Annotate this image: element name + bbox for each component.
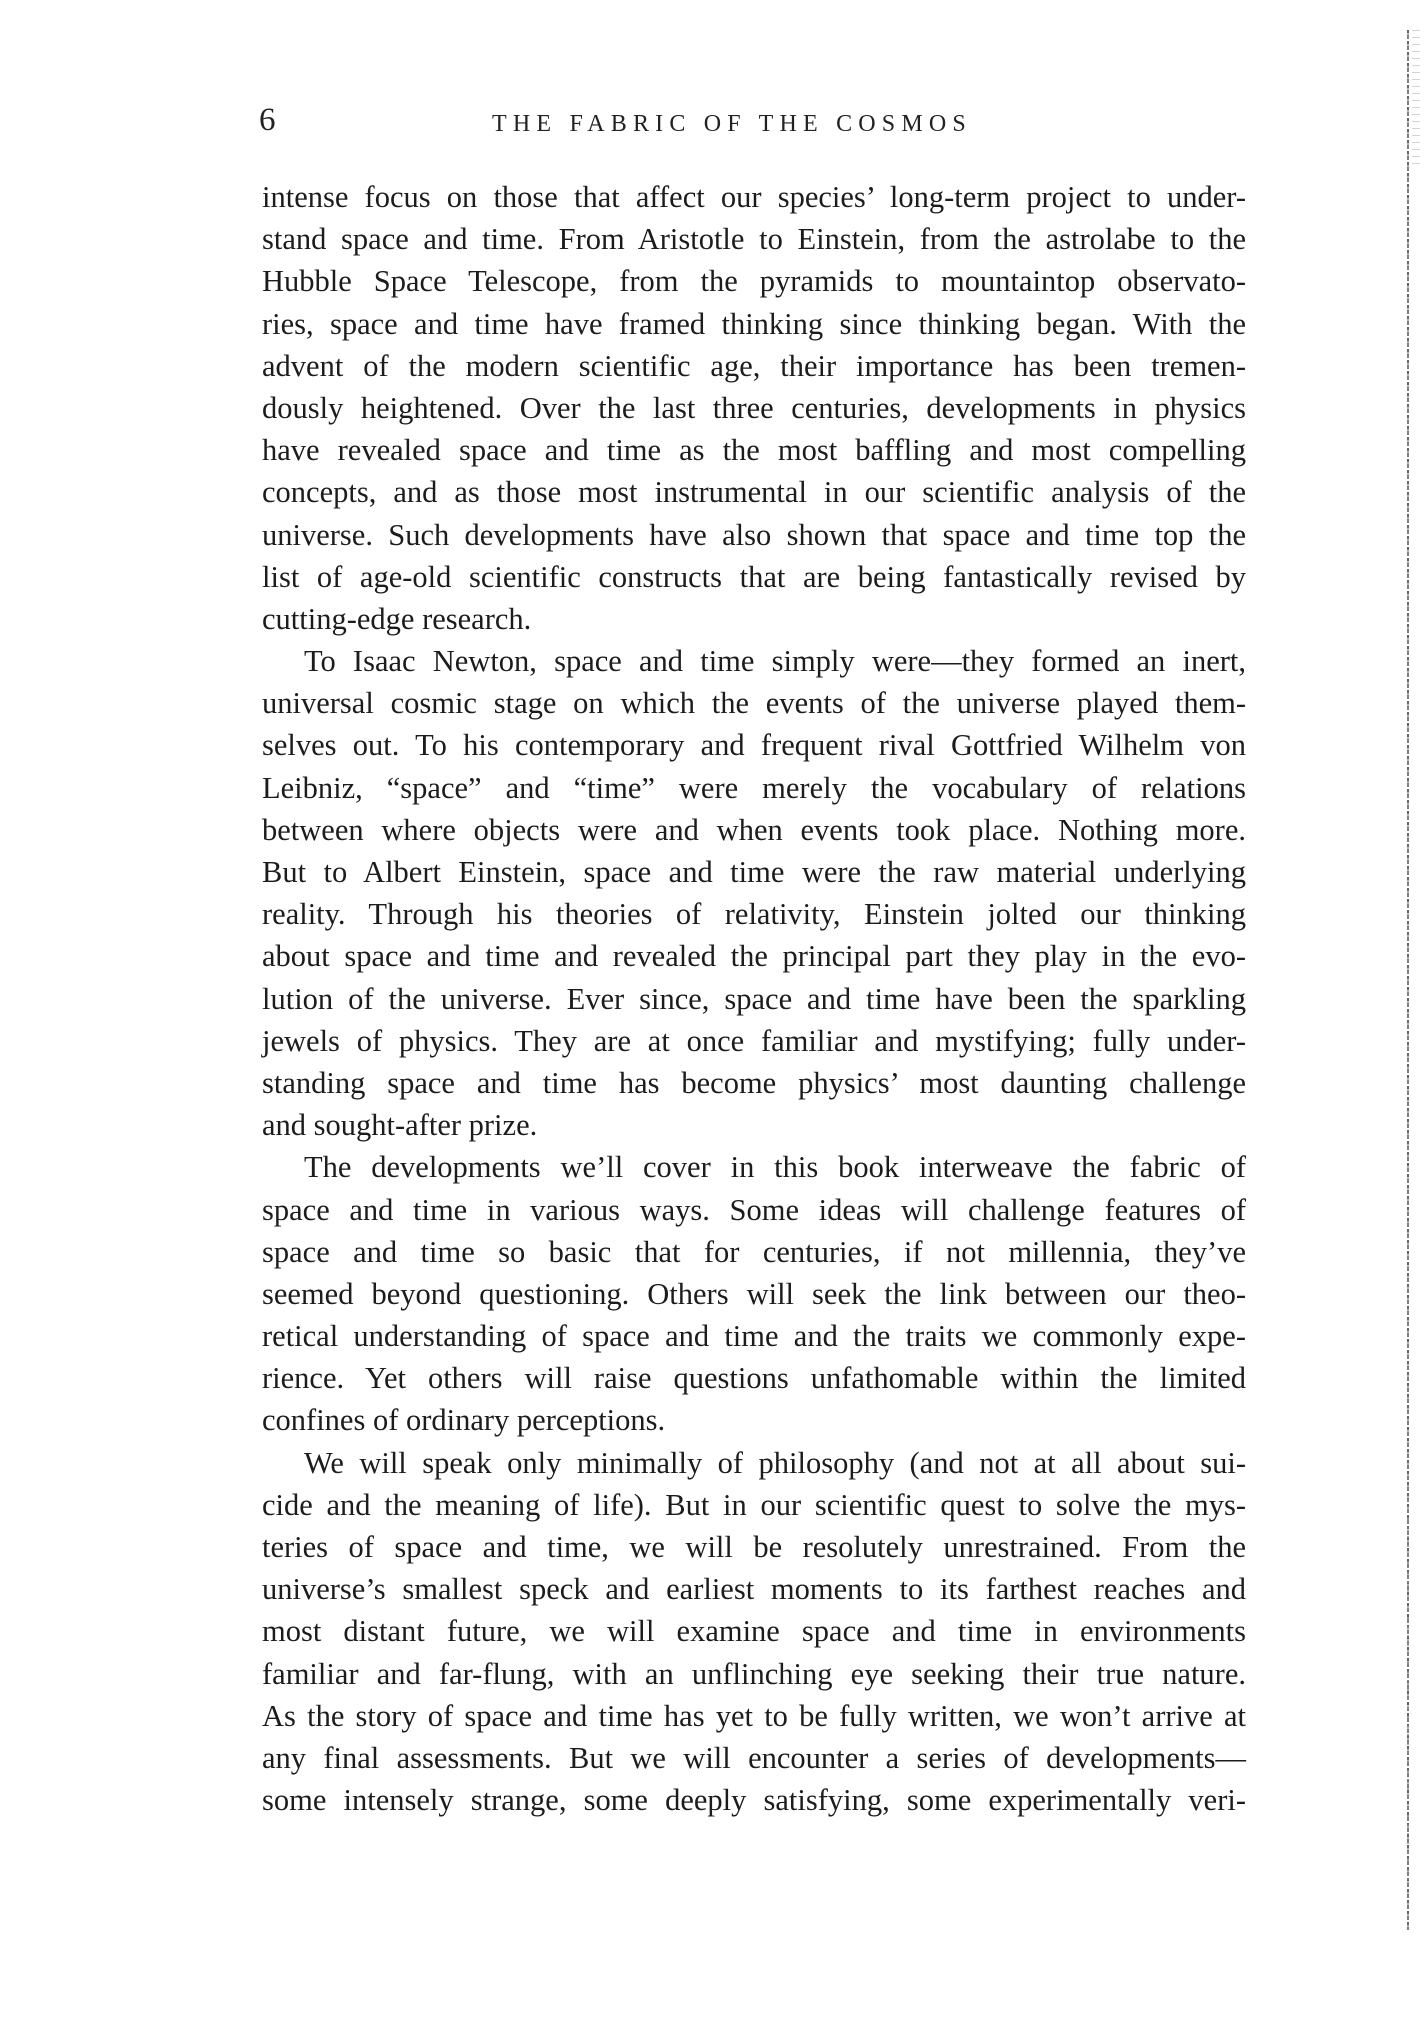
text-line: universal cosmic stage on which the events of the universe played them- [262, 686, 1246, 721]
text-line: To Isaac Newton, space and time simply were—they formed an inert, [304, 644, 1246, 679]
text-line: confines of ordinary perceptions. [262, 1403, 666, 1438]
text-line: advent of the modern scientific age, their importance has been tremen- [262, 348, 1246, 383]
text-line: about space and time and revealed the principal part they play in the evo- [262, 939, 1246, 974]
paragraph [262, 1442, 1246, 1822]
text-line: reality. Through his theories of relativity, Einstein jolted our thinking [262, 897, 1246, 932]
page-number: 6 [259, 102, 276, 138]
text-line: We will speak only minimally of philosophy (and not at all about sui- [304, 1445, 1246, 1480]
text-line: and sought-after prize. [262, 1108, 538, 1143]
paragraph [262, 1146, 1246, 1441]
running-head: THE FABRIC OF THE COSMOS [492, 111, 972, 137]
text-line: familiar and far-flung, with an unflinching eye seeking their true nature. [262, 1656, 1246, 1691]
scan-speckle [1412, 30, 1420, 170]
text-line: cutting-edge research. [262, 601, 532, 636]
text-line: jewels of physics. They are at once familiar and mystifying; fully under- [262, 1023, 1246, 1058]
text-line: rience. Yet others will raise questions unfathomable within the limited [262, 1361, 1246, 1396]
text-line: teries of space and time, we will be resolutely unrestrained. From the [262, 1530, 1246, 1564]
scan-edge-line-lower [1407, 1500, 1409, 1880]
text-line: space and time so basic that for centuries, if not millennia, they’ve [262, 1234, 1246, 1269]
text-line: most distant future, we will examine space and time in environments [262, 1614, 1246, 1649]
text-line: But to Albert Einstein, space and time were the raw material underlying [262, 855, 1246, 889]
text-line: Hubble Space Telescope, from the pyramids to mountaintop observato- [262, 264, 1246, 299]
text-line: Leibniz, “space” and “time” were merely the vocabulary of relations [262, 770, 1246, 805]
paragraph [262, 176, 1246, 640]
text-line: list of age-old scientific constructs that are being fantastically revised by [262, 559, 1246, 594]
body-text [262, 176, 1246, 1821]
text-line: space and time in various ways. Some ideas will challenge features of [262, 1192, 1246, 1227]
text-line: universe. Such developments have also shown that space and time top the [262, 517, 1246, 552]
text-line: retical understanding of space and time and the traits we commonly expe- [262, 1319, 1246, 1354]
text-line: concepts, and as those most instrumental in our scientific analysis of the [262, 475, 1246, 510]
text-line: stand space and time. From Aristotle to Einstein, from the astrolabe to the [262, 222, 1246, 257]
text-line: cide and the meaning of life). But in our scientific quest to solve the mys- [262, 1487, 1246, 1522]
text-line: dously heightened. Over the last three centuries, developments in physics [262, 390, 1246, 425]
paragraph [262, 640, 1246, 1146]
text-line: between where objects were and when events took place. Nothing more. [262, 812, 1246, 847]
text-line: universe’s smallest speck and earliest moments to its farthest reaches and [262, 1572, 1246, 1607]
text-line: seemed beyond questioning. Others will seek the link between our theo- [262, 1276, 1246, 1311]
text-line: some intensely strange, some deeply satisfying, some experimentally veri- [262, 1783, 1246, 1818]
text-line: any final assessments. But we will encounter a series of developments— [262, 1740, 1246, 1775]
text-line: ries, space and time have framed thinking since thinking began. With the [262, 306, 1246, 341]
text-line: The developments we’ll cover in this book interweave the fabric of [304, 1150, 1246, 1185]
text-line: lution of the universe. Ever since, space and time have been the sparkling [262, 981, 1246, 1016]
text-line: intense focus on those that affect our species’ long-term project to under- [262, 180, 1246, 214]
text-line: standing space and time has become physics’ most daunting challenge [262, 1065, 1246, 1100]
text-line: selves out. To his contemporary and frequent rival Gottfried Wilhelm von [262, 728, 1246, 763]
text-line: As the story of space and time has yet to be fully written, we won’t arrive at [262, 1698, 1246, 1733]
text-line: have revealed space and time as the most baffling and most compelling [262, 433, 1246, 468]
